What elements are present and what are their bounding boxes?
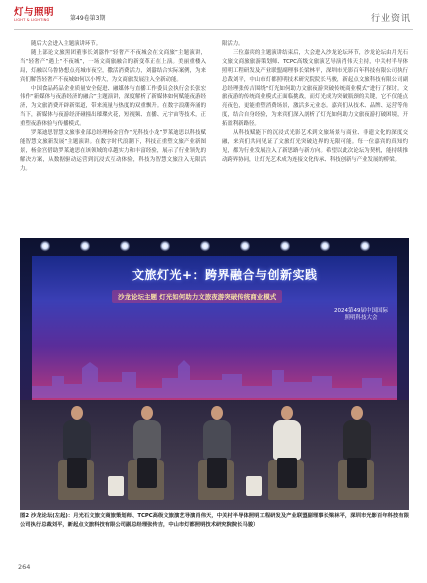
issue-number: 第49卷第3期 [70, 15, 106, 22]
right-text-column [222, 40, 408, 165]
panelist [340, 406, 374, 496]
city-skyline-graphic [32, 358, 397, 398]
side-table [108, 476, 124, 496]
paragraph: 中国食品药品企业质量安全促进、融媒体与直播工作委员会执行会长张宏伟作“新媒体与夜游经济的融合”主题演讲，深度解析了新媒体如何赋能夜游经济，为文旅消费开辟新渠道，带来流量与热度的双重飘升。在数字浪潮奔涌的当下，新媒体与夜游经济碰撞出璀璨火花，短视频、直播、元宇宙等技术，正重塑夜游体验与传播模式。 [20, 85, 206, 128]
banner-subtitle: 沙龙论坛主题 灯光如何助力文旅夜游突破传统商业模式 [112, 290, 282, 303]
logo-subtitle: LIGHT & LIGHTING [14, 18, 50, 22]
left-text-column [20, 40, 206, 174]
side-table [246, 476, 262, 496]
panelist [60, 406, 94, 496]
paragraph: 三位嘉宾的主题演讲结束后，大会进入沙龙论坛环节，沙龙论坛由月光石文旅文商旅旅游策划师、TCPC高级文旅演艺导演肖伟天主持，中关村半导体照明工程研发及产业联盟副理事长梁林平，深圳市光影百年科技有限公司执行总裁刘平，中山市灯都照明技术研究院院长马骏，新起点文旅科技有限公司副总经理张传吉围绕“灯光如何助力文旅夜游突破传统商业模式”进行了探讨。文旅夜游的传统商业模式正面临挑战，而灯光成为突破瓶颈的关键，它不仅能点亮夜色，更能重塑消费场景，激活多元业态。嘉宾们从技术、品牌、运营等角度，结合自身经验，为来宾们深入剖析了灯光如何助力文旅夜游打破困境，开拓盈利新路径。 [222, 49, 408, 128]
panelist [130, 406, 164, 496]
panelist [200, 406, 234, 496]
section-title: 行业资讯 [370, 14, 411, 24]
logo-title: 灯与照明 [14, 7, 55, 18]
panelist [270, 406, 304, 496]
forum-photo [20, 238, 409, 510]
paragraph: 随后大会进入主题演讲环节。 [31, 41, 102, 47]
paragraph: 随上部论文旅黑团董事长刘嚣作“轻奢产不夜城会在文商旅”主题演讲，当“轻奢产”遇上“不夜城”，一场文商旅融合的新变革正在上演。美丽重楼入局，灯融以乌鲁协想点亮城市夜空，撒活消费活力，刘嚣结合实际案例，为来宾们解答轻奢产不夜城如何以小博大，为文商旅发展注入全新动能。 [20, 49, 206, 83]
banner-event-name: 2024第49届中国国际照明科技大会 [334, 308, 388, 321]
paragraph: 罗莱迪思智慧文旅事业部总经理杨金宫作“光科技小龙”罗莱迪思以科技赋能智慧文旅新发展”主题演讲。在数字时代浪潮下，科技正重塑文旅产业新图景，杨金宫借助罗莱迪思在该领域的卓越实力和丰富经验，展示了行业领先的解决方案，从数据驱动运营到沉浸式互动体验，科技为智慧文旅注入无限活力。 [20, 130, 206, 172]
page-number: 264 [18, 563, 31, 571]
photo-caption: 图2 沙龙论坛(左起)：月光石文旅文商旅策划师、TCPC高级文旅演艺导演肖伟天，中关村半导体照明工程研发及产业联盟副理事长梁林平，深圳市光影百年科技有限公司执行总裁刘平，新起点文旅科技有限公司副总经理张传吉，中山市灯都照明技术研究院院长马骏） [20, 513, 409, 528]
banner-title: 文旅灯光+：跨界融合与创新实践 [132, 268, 318, 282]
magazine-logo [14, 8, 62, 24]
paragraph: 从科技赋能下的沉浸式光影艺术到文旅场景与商业、非遗文化的深度交融，来宾们共同见证了文旅灯光突破边界的无限可能。每一位嘉宾的真知灼见，都为行业发展注入了新思路与新方向。希望以此次论坛为契机，能持续推动跨界协同，让灯光艺术成为连接文化传承、科技创新与产业发展的桥梁。 [222, 130, 408, 163]
stage-lights [20, 240, 409, 254]
paragraph: 限活力。 [222, 41, 244, 47]
page-header [14, 7, 413, 30]
